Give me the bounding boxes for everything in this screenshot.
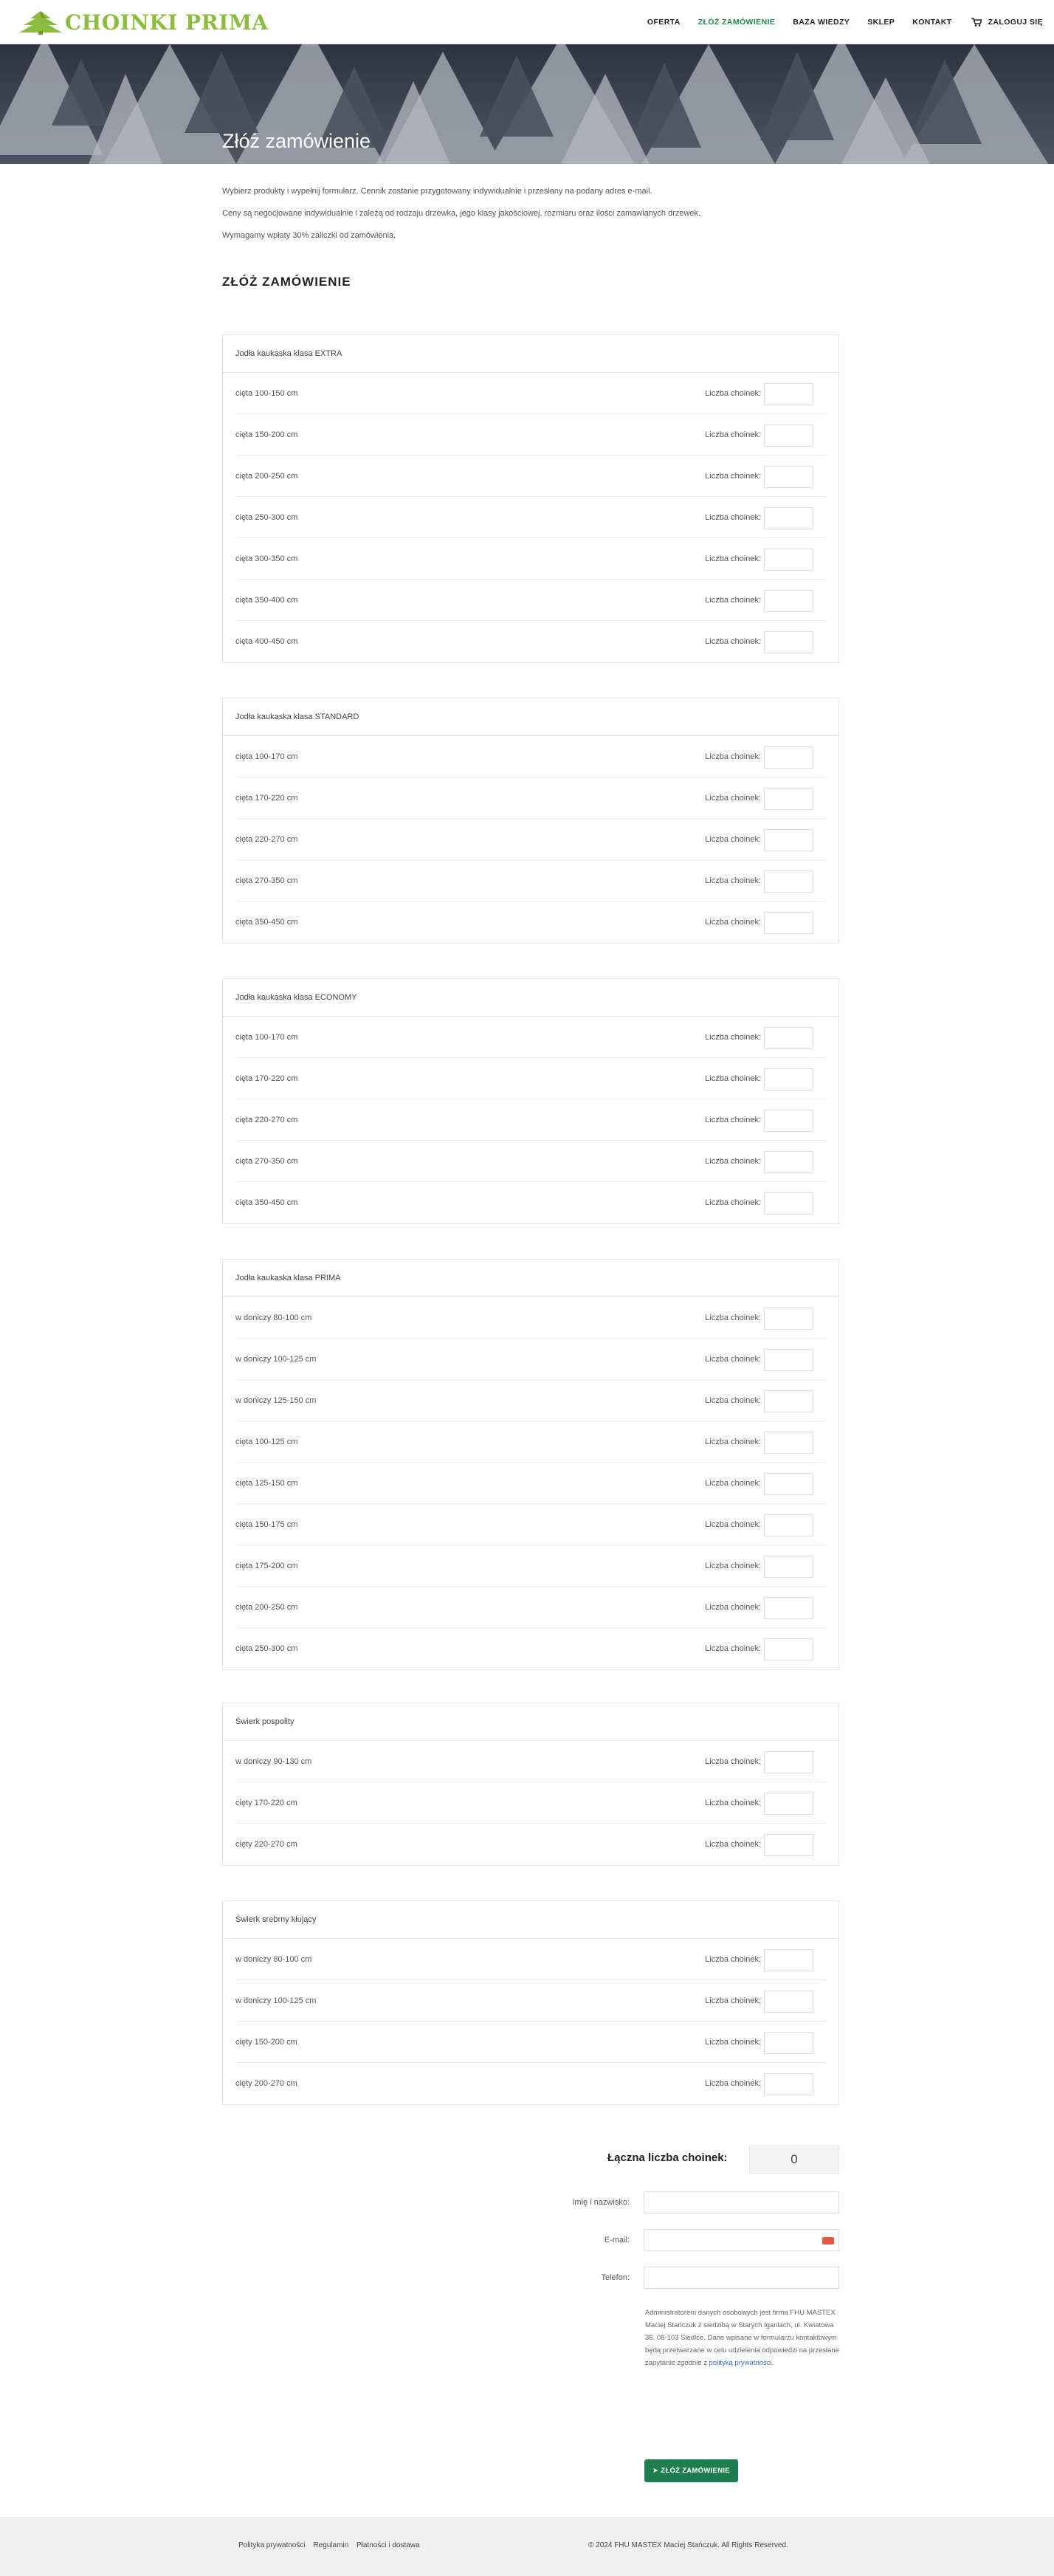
quantity-input[interactable] [764, 1068, 813, 1090]
quantity-label: Liczba choinek: [705, 1603, 761, 1612]
quantity-input[interactable] [764, 383, 813, 405]
logo-text: CHOINKI PRIMA [65, 10, 269, 35]
quantity-input[interactable] [764, 2032, 813, 2054]
quantity-label: Liczba choinek: [705, 1955, 761, 1964]
product-row [235, 1099, 826, 1141]
quantity-label: Liczba choinek: [705, 1479, 761, 1488]
product-name: cięta 250-300 cm [235, 1644, 298, 1653]
product-row [235, 1339, 826, 1380]
hero-banner [0, 44, 1054, 164]
product-group-title: Jodła kaukaska klasa STANDARD [223, 698, 838, 736]
quantity-input[interactable] [764, 425, 813, 447]
intro-line: Wymagamy wpłaty 30% zaliczki od zamówienia. [222, 231, 396, 240]
product-group-title: Jodła kaukaska klasa EXTRA [223, 335, 838, 373]
quantity-label: Liczba choinek: [705, 472, 761, 481]
quantity-label: Liczba choinek: [705, 1033, 761, 1042]
quantity-input[interactable] [764, 1390, 813, 1412]
quantity-input[interactable] [764, 1514, 813, 1536]
product-name: cięta 220-270 cm [235, 835, 298, 844]
quantity-label: Liczba choinek: [705, 918, 761, 927]
product-name: cięty 150-200 cm [235, 2038, 297, 2047]
quantity-input[interactable] [764, 829, 813, 851]
product-name: cięta 150-175 cm [235, 1520, 298, 1529]
quantity-label: Liczba choinek: [705, 596, 761, 605]
product-row [235, 2022, 826, 2063]
quantity-label: Liczba choinek: [705, 637, 761, 646]
phone-field[interactable] [644, 2267, 839, 2289]
product-group [222, 1259, 839, 1670]
product-name: cięta 220-270 cm [235, 1116, 298, 1124]
consent-end: . [771, 2359, 774, 2367]
consent-text [645, 2307, 839, 2369]
quantity-input[interactable] [764, 1308, 813, 1330]
product-row [235, 1017, 826, 1058]
quantity-input[interactable] [764, 912, 813, 934]
quantity-label: Liczba choinek: [705, 752, 761, 761]
product-name: cięta 125-150 cm [235, 1479, 298, 1488]
privacy-policy-link[interactable]: polityką prywatności [709, 2359, 772, 2367]
product-row [235, 1980, 826, 2022]
product-name: cięta 270-350 cm [235, 876, 298, 885]
product-name: w doniczy 80-100 cm [235, 1313, 312, 1322]
product-name: w doniczy 100-125 cm [235, 1355, 317, 1364]
product-row [235, 1587, 826, 1628]
quantity-label: Liczba choinek: [705, 1355, 761, 1364]
nav-sklep[interactable]: SKLEP [867, 18, 895, 27]
product-row [235, 860, 826, 901]
product-name: cięty 170-220 cm [235, 1799, 297, 1807]
intro-line: Wybierz produkty i wypełnij formularz. Cennik zostanie przygotowany indywidualnie i przesłany na podany adres e-mail. [222, 187, 652, 196]
product-name: cięta 170-220 cm [235, 794, 298, 803]
product-group [222, 1900, 839, 2105]
quantity-input[interactable] [764, 1751, 813, 1773]
consent-body: Administratorem danych osobowych jest firma FHU MASTEX Maciej Stańczuk z siedzibą w Starych Iganiach, ul. Kwiatowa 36, 08-103 Siedlce. Dane wpisane w formularzu kontaktowym będą przetwarzane w celu udzielenia odpowiedzi na przesłane zapytanie zgodnie z [645, 2309, 839, 2367]
product-row [235, 497, 826, 538]
product-row [235, 1545, 826, 1587]
phone-label: Telefon: [601, 2273, 630, 2282]
logo[interactable] [18, 9, 269, 35]
quantity-input[interactable] [764, 590, 813, 612]
email-label: E-mail: [604, 2236, 630, 2244]
nav-baza-wiedzy[interactable]: BAZA WIEDZY [793, 18, 850, 27]
submit-order-button[interactable] [644, 2459, 738, 2482]
quantity-input[interactable] [764, 1349, 813, 1371]
quantity-label: Liczba choinek: [705, 2038, 761, 2047]
quantity-input[interactable] [764, 1110, 813, 1132]
quantity-input[interactable] [764, 1556, 813, 1578]
intro-text [222, 187, 842, 253]
footer-link-terms[interactable]: Regulamin [313, 2541, 349, 2549]
product-row [235, 1182, 826, 1223]
quantity-label: Liczba choinek: [705, 1438, 761, 1446]
quantity-label: Liczba choinek: [705, 1799, 761, 1807]
product-row [235, 1297, 826, 1339]
name-field[interactable] [644, 2191, 839, 2213]
product-group-title: Świerk srebrny kłujący [223, 1901, 838, 1939]
quantity-label: Liczba choinek: [705, 1313, 761, 1322]
product-row [235, 1380, 826, 1421]
quantity-label: Liczba choinek: [705, 513, 761, 522]
login-link[interactable]: ZALOGUJ SIĘ [988, 18, 1043, 27]
quantity-input[interactable] [764, 507, 813, 529]
product-name: cięta 100-125 cm [235, 1438, 298, 1446]
intro-line: Ceny są negocjowane indywidualnie i zależą od rodzaju drzewka, jego klasy jakościowej, rozmiaru oraz ilości zamawianych drzewek. [222, 209, 701, 218]
product-name: cięta 250-300 cm [235, 513, 298, 522]
product-name: cięta 200-250 cm [235, 1603, 298, 1612]
email-field[interactable] [644, 2229, 839, 2251]
product-row [235, 1463, 826, 1504]
quantity-label: Liczba choinek: [705, 1116, 761, 1124]
login-area [971, 18, 1043, 27]
product-row [235, 1504, 826, 1545]
quantity-label: Liczba choinek: [705, 876, 761, 885]
footer-link-payments[interactable]: Płatności i dostawa [356, 2541, 420, 2549]
product-name: cięty 200-270 cm [235, 2079, 297, 2088]
quantity-label: Liczba choinek: [705, 835, 761, 844]
snowy-forest-image [0, 44, 1054, 164]
product-name: cięta 300-350 cm [235, 554, 298, 563]
product-name: cięta 175-200 cm [235, 1562, 298, 1570]
product-group-title: Świerk pospolity [223, 1703, 838, 1741]
total-label: Łączna liczba choinek: [607, 2151, 728, 2164]
quantity-label: Liczba choinek: [705, 430, 761, 439]
quantity-input[interactable] [764, 549, 813, 571]
quantity-input[interactable] [764, 1793, 813, 1815]
product-group-title: Jodła kaukaska klasa PRIMA [223, 1260, 838, 1297]
product-name: cięta 200-250 cm [235, 472, 298, 481]
quantity-label: Liczba choinek: [705, 554, 761, 563]
page-title: Złóż zamówienie [222, 130, 371, 152]
quantity-label: Liczba choinek: [705, 1198, 761, 1207]
quantity-label: Liczba choinek: [705, 1644, 761, 1653]
total-count: 0 [749, 2146, 839, 2174]
product-row [235, 1939, 826, 1980]
product-name: cięta 350-400 cm [235, 596, 298, 605]
quantity-input[interactable] [764, 466, 813, 488]
product-group [222, 698, 839, 944]
quantity-label: Liczba choinek: [705, 1520, 761, 1529]
footer-link-privacy[interactable]: Polityka prywatności [238, 2541, 306, 2549]
cart-icon[interactable] [971, 18, 982, 27]
product-name: w doniczy 100-125 cm [235, 1996, 317, 2005]
quantity-input[interactable] [764, 1949, 813, 1971]
product-name: cięta 100-150 cm [235, 389, 298, 398]
quantity-input[interactable] [764, 1638, 813, 1660]
quantity-input[interactable] [764, 1192, 813, 1215]
product-name: cięta 170-220 cm [235, 1074, 298, 1083]
quantity-input[interactable] [764, 1473, 813, 1495]
product-name: w doniczy 90-130 cm [235, 1757, 312, 1766]
product-name: cięta 350-450 cm [235, 1198, 298, 1207]
product-name: cięta 400-450 cm [235, 637, 298, 646]
product-row [235, 1741, 826, 1782]
product-row [235, 580, 826, 621]
product-group [222, 1703, 839, 1866]
nav-oferta[interactable]: OFERTA [647, 18, 681, 27]
quantity-label: Liczba choinek: [705, 1757, 761, 1766]
product-row [235, 1824, 826, 1865]
product-name: cięta 100-170 cm [235, 1033, 298, 1042]
quantity-label: Liczba choinek: [705, 1074, 761, 1083]
quantity-label: Liczba choinek: [705, 1996, 761, 2005]
product-row [235, 414, 826, 456]
product-row [235, 621, 826, 662]
product-group [222, 334, 839, 663]
footer-links [238, 2541, 426, 2549]
site-footer [0, 2517, 1054, 2576]
nav-kontakt[interactable]: KONTAKT [912, 18, 952, 27]
product-row [235, 819, 826, 860]
quantity-label: Liczba choinek: [705, 1562, 761, 1570]
product-name: cięty 220-270 cm [235, 1840, 297, 1849]
quantity-input[interactable] [764, 788, 813, 810]
product-row [235, 777, 826, 819]
nav-zloz-zamowienie[interactable]: ZŁÓŻ ZAMÓWIENIE [698, 18, 776, 27]
quantity-input[interactable] [764, 1027, 813, 1049]
quantity-input[interactable] [764, 1597, 813, 1619]
quantity-input[interactable] [764, 631, 813, 653]
product-row [235, 736, 826, 777]
product-row [235, 901, 826, 943]
product-row [235, 1141, 826, 1182]
quantity-label: Liczba choinek: [705, 1396, 761, 1405]
product-row [235, 2063, 826, 2104]
quantity-input[interactable] [764, 1151, 813, 1173]
site-header [0, 0, 1054, 44]
quantity-input[interactable] [764, 1991, 813, 2013]
main-nav [630, 0, 1043, 44]
quantity-label: Liczba choinek: [705, 2079, 761, 2088]
product-row [235, 1782, 826, 1824]
product-row [235, 1058, 826, 1099]
product-name: cięta 350-450 cm [235, 918, 298, 927]
quantity-label: Liczba choinek: [705, 389, 761, 398]
quantity-label: Liczba choinek: [705, 794, 761, 803]
product-row [235, 1421, 826, 1463]
product-row [235, 456, 826, 497]
quantity-input[interactable] [764, 1834, 813, 1856]
quantity-input[interactable] [764, 746, 813, 769]
quantity-input[interactable] [764, 870, 813, 893]
quantity-input[interactable] [764, 1432, 813, 1454]
product-name: w doniczy 125-150 cm [235, 1396, 317, 1405]
autofill-icon[interactable] [822, 2237, 834, 2244]
product-name: cięta 100-170 cm [235, 752, 298, 761]
copyright: © 2024 FHU MASTEX Maciej Stańczuk. All Rights Reserved. [588, 2541, 788, 2549]
name-label: Imię i nazwisko: [572, 2198, 630, 2207]
product-name: cięta 270-350 cm [235, 1157, 298, 1166]
tree-logo-icon [18, 9, 63, 35]
quantity-input[interactable] [764, 2073, 813, 2095]
product-name: w doniczy 80-100 cm [235, 1955, 312, 1964]
submit-label: ZŁÓŻ ZAMÓWIENIE [661, 2467, 730, 2475]
product-row [235, 1628, 826, 1669]
product-row [235, 373, 826, 414]
quantity-label: Liczba choinek: [705, 1840, 761, 1849]
quantity-label: Liczba choinek: [705, 1157, 761, 1166]
product-name: cięta 150-200 cm [235, 430, 298, 439]
send-icon: ➤ [652, 2467, 661, 2475]
section-title: ZŁÓŻ ZAMÓWIENIE [222, 275, 351, 289]
product-row [235, 538, 826, 580]
product-group [222, 978, 839, 1224]
product-group-title: Jodła kaukaska klasa ECONOMY [223, 979, 838, 1017]
